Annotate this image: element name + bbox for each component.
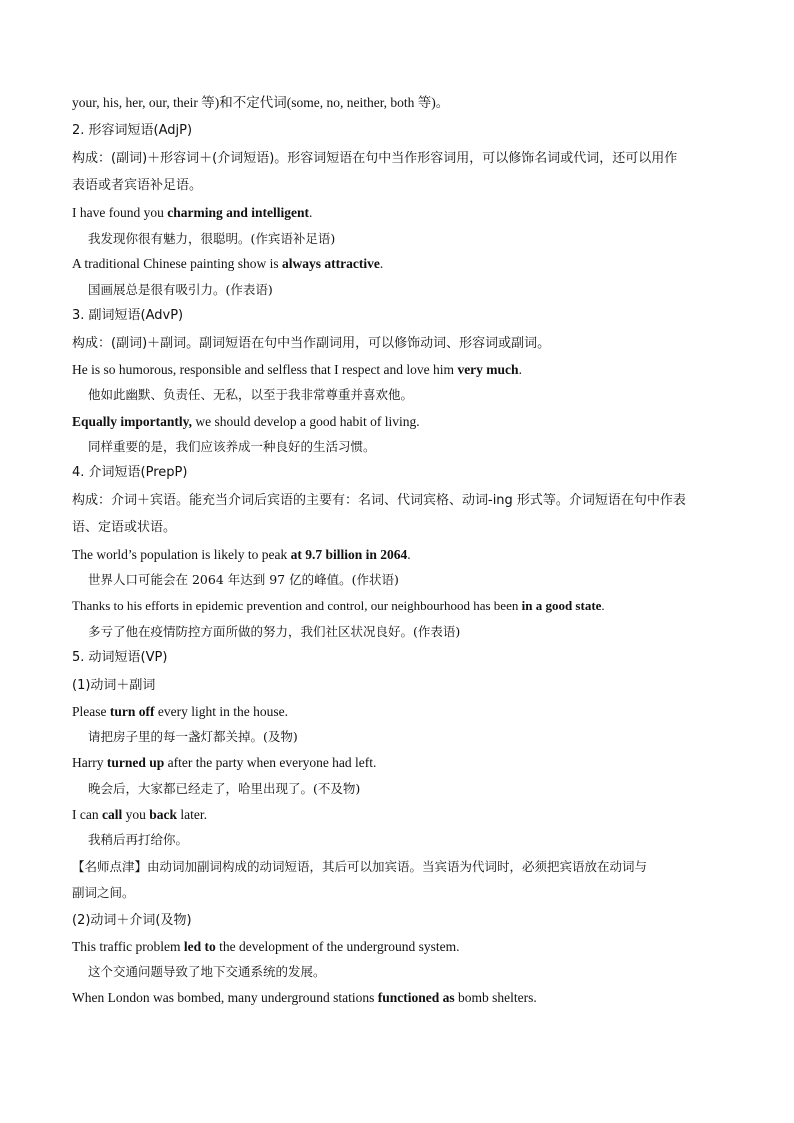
text-line: 语、定语或状语。 <box>72 520 177 535</box>
translation-line: 晚会后，大家都已经走了，哈里出现了。(不及物) <box>88 781 361 796</box>
text-line: 表语或者宾语补足语。 <box>72 178 203 193</box>
example-sentence: The world’s population is likely to peak at 9.7 billion in 2064. <box>72 547 411 562</box>
text-line: 构成：(副词)＋形容词＋(介词短语)。形容词短语在句中当作形容词用，可以修饰名词或代词，还可以用作 <box>72 151 678 166</box>
translation-line: 请把房子里的每一盏灯都关掉。(及物) <box>88 729 298 744</box>
section-heading-prepp: 4. 介词短语(PrepP) <box>72 465 188 480</box>
example-sentence: Harry turned up after the party when everyone had left. <box>72 755 377 770</box>
translation-line: 他如此幽默、负责任、无私，以至于我非常尊重并喜欢他。 <box>88 387 414 402</box>
example-sentence: He is so humorous, responsible and selfless that I respect and love him very much. <box>72 362 522 377</box>
translation-line: 多亏了他在疫情防控方面所做的努力，我们社区状况良好。(作表语) <box>88 624 461 639</box>
example-sentence: Please turn off every light in the house. <box>72 704 288 719</box>
section-heading-vp: 5. 动词短语(VP) <box>72 650 168 665</box>
sub-heading: (1)动词＋副词 <box>72 678 156 693</box>
example-sentence: I can call you back later. <box>72 807 207 822</box>
example-sentence: Thanks to his efforts in epidemic prevention and control, our neighbourhood has been in a good state. <box>72 598 605 613</box>
translation-line: 我稍后再打给你。 <box>88 832 189 847</box>
text-line: 构成：介词＋宾语。能充当介词后宾语的主要有：名词、代词宾格、动词-ing 形式等。介词短语在句中作表 <box>72 493 686 508</box>
text-line: 构成：(副词)＋副词。副词短语在句中当作副词用，可以修饰动词、形容词或副词。 <box>72 336 551 351</box>
text-line: your, his, her, our, their 等)和不定代词(some, no, neither, both 等)。 <box>72 95 450 110</box>
example-sentence: This traffic problem led to the development of the underground system. <box>72 939 460 954</box>
example-sentence: Equally importantly, we should develop a good habit of living. <box>72 414 420 429</box>
translation-line: 国画展总是很有吸引力。(作表语) <box>88 282 273 297</box>
section-heading-advp: 3. 副词短语(AdvP) <box>72 308 184 323</box>
teacher-tip: 副词之间。 <box>72 885 135 900</box>
translation-line: 世界人口可能会在 2064 年达到 97 亿的峰值。(作状语) <box>88 572 399 587</box>
example-sentence: I have found you charming and intelligent. <box>72 205 313 220</box>
example-sentence: A traditional Chinese painting show is always attractive. <box>72 256 384 271</box>
translation-line: 这个交通问题导致了地下交通系统的发展。 <box>88 964 326 979</box>
sub-heading: (2)动词＋介词(及物) <box>72 913 192 928</box>
teacher-tip: 【名师点津】由动词加副词构成的动词短语，其后可以加宾语。当宾语为代词时，必须把宾语放在动词与 <box>72 859 648 874</box>
translation-line: 同样重要的是，我们应该养成一种良好的生活习惯。 <box>88 439 376 454</box>
section-heading-adjp: 2. 形容词短语(AdjP) <box>72 123 193 138</box>
translation-line: 我发现你很有魅力，很聪明。(作宾语补足语) <box>88 231 336 246</box>
example-sentence: When London was bombed, many underground stations functioned as bomb shelters. <box>72 990 537 1005</box>
